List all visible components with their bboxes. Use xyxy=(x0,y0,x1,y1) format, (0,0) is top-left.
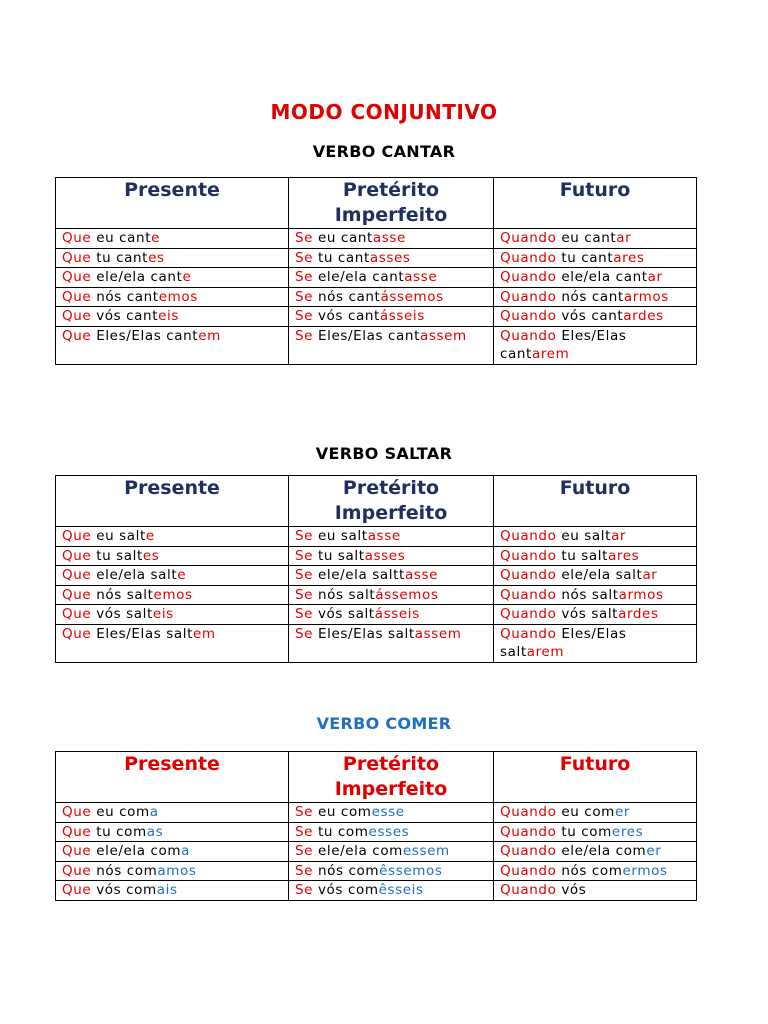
conjugation-cell xyxy=(289,881,494,901)
conjugation-cell xyxy=(289,248,494,268)
verb-ending: asse xyxy=(404,269,438,285)
verb-heading-cantar: VERBO CANTAR xyxy=(312,142,456,161)
table-row xyxy=(56,307,697,327)
conjunction-marker: Quando xyxy=(500,882,557,898)
conjugation-cell xyxy=(289,326,494,364)
verb-ending: êssemos xyxy=(379,862,443,879)
conjugation-cell xyxy=(289,546,494,566)
conjunction-marker: Quando xyxy=(500,586,557,603)
conjugation-cell xyxy=(494,624,697,662)
conjugation-cell xyxy=(494,842,697,862)
verb-ending: ar xyxy=(611,528,627,544)
conjunction-marker: Que xyxy=(62,308,92,324)
conjunction-marker: Que xyxy=(62,567,92,583)
table-row xyxy=(56,842,697,862)
verb-ending: ares xyxy=(613,249,645,266)
table-row xyxy=(56,605,697,625)
conjugation-cell xyxy=(494,822,697,842)
conjugation-cell xyxy=(56,861,289,881)
verb-ending: er xyxy=(646,843,662,859)
verb-stem: nós salt xyxy=(91,586,154,603)
verb-ending: ássemos xyxy=(375,586,439,603)
verb-ending: ermos xyxy=(622,862,668,879)
verb-stem: Eles/Elas salt xyxy=(91,625,193,642)
verb-ending: ásseis xyxy=(374,606,420,622)
verb-ending: asse xyxy=(372,230,406,246)
conjugation-cell xyxy=(289,803,494,823)
verb-heading-saltar: VERBO SALTAR xyxy=(315,444,453,463)
verb-stem: vós cant xyxy=(313,308,380,324)
column-header: Pretérito Imperfeito xyxy=(289,178,494,229)
verb-stem: Eles/Elas cant xyxy=(313,327,420,344)
conjunction-marker: Se xyxy=(295,567,314,583)
conjugation-cell xyxy=(289,861,494,881)
verb-ending: armos xyxy=(623,288,669,305)
conjugation-table-saltar xyxy=(55,475,697,663)
table-row xyxy=(56,546,697,566)
verb-stem: eu salt xyxy=(91,528,146,544)
table-row xyxy=(56,248,697,268)
table-row xyxy=(56,624,697,662)
conjugation-cell xyxy=(56,326,289,364)
verb-stem: vós salt xyxy=(313,606,375,622)
conjugation-cell xyxy=(494,803,697,823)
verb-stem: ele/ela salt xyxy=(91,567,178,583)
conjunction-marker: Que xyxy=(62,823,92,840)
table-header-row xyxy=(56,752,697,803)
verb-ending: asse xyxy=(367,528,401,544)
conjunction-marker: Que xyxy=(62,625,92,642)
verb-stem: vós com xyxy=(313,882,379,898)
verb-ending: emos xyxy=(158,288,198,305)
verb-ending: em xyxy=(198,327,221,344)
verb-stem: tu cant xyxy=(91,249,149,266)
conjugation-cell xyxy=(56,881,289,901)
verb-stem: ele/ela com xyxy=(313,843,403,859)
verb-stem: ele/ela com xyxy=(91,843,182,859)
conjugation-cell xyxy=(56,822,289,842)
verb-stem: tu cant xyxy=(313,249,370,266)
conjugation-cell xyxy=(289,268,494,288)
conjugation-cell xyxy=(494,326,697,364)
conjugation-cell xyxy=(56,624,289,662)
table-row xyxy=(56,326,697,364)
verb-ending: a xyxy=(149,804,159,820)
verb-ending: ares xyxy=(608,547,640,564)
conjunction-marker: Que xyxy=(62,230,92,246)
conjunction-marker: Se xyxy=(295,606,314,622)
conjugation-cell xyxy=(56,268,289,288)
column-header: Presente xyxy=(56,178,289,229)
conjugation-cell xyxy=(494,861,697,881)
conjugation-cell xyxy=(494,605,697,625)
verb-stem: ele/ela cant xyxy=(91,269,183,285)
conjugation-cell xyxy=(289,307,494,327)
verb-ending: ais xyxy=(156,882,178,898)
column-header: Futuro xyxy=(494,752,697,803)
conjunction-marker: Que xyxy=(62,606,92,622)
conjunction-marker: Quando xyxy=(500,249,557,266)
verb-ending: arem xyxy=(526,644,565,660)
verb-stem: tu salt xyxy=(313,547,365,564)
column-header: Pretérito Imperfeito xyxy=(289,752,494,803)
conjunction-marker: Quando xyxy=(500,804,557,820)
verb-stem: tu salt xyxy=(91,547,143,564)
verb-ending: asse xyxy=(404,567,438,583)
conjugation-cell xyxy=(56,566,289,586)
conjunction-marker: Se xyxy=(295,882,314,898)
verb-ending: eis xyxy=(152,606,174,622)
verb-ending: esses xyxy=(368,823,410,840)
conjugation-cell xyxy=(56,605,289,625)
verb-ending: em xyxy=(192,625,216,642)
verb-stem: eu cant xyxy=(556,230,617,246)
verb-stem: nós cant xyxy=(91,288,159,305)
conjunction-marker: Que xyxy=(62,547,92,564)
column-header: Futuro xyxy=(494,178,697,229)
verb-ending: ar xyxy=(642,567,658,583)
conjunction-marker: Se xyxy=(295,249,314,266)
table-row xyxy=(56,822,697,842)
verb-ending: essem xyxy=(402,843,450,859)
conjugation-cell xyxy=(289,287,494,307)
verb-stem: nós salt xyxy=(313,586,376,603)
table-header-row xyxy=(56,178,697,229)
verb-ending: êsseis xyxy=(378,882,424,898)
conjunction-marker: Que xyxy=(62,528,92,544)
verb-ending: e xyxy=(177,567,187,583)
conjugation-cell xyxy=(494,229,697,249)
conjunction-marker: Quando xyxy=(500,625,557,642)
conjunction-marker: Se xyxy=(295,625,314,642)
conjunction-marker: Se xyxy=(295,327,314,344)
verb-ending: es xyxy=(148,249,165,266)
conjunction-marker: Que xyxy=(62,843,92,859)
conjugation-cell xyxy=(494,268,697,288)
conjugation-cell xyxy=(289,527,494,547)
conjugation-cell xyxy=(56,585,289,605)
conjunction-marker: Que xyxy=(62,862,92,879)
conjugation-table-cantar xyxy=(55,177,697,365)
conjunction-marker: Quando xyxy=(500,528,557,544)
conjunction-marker: Que xyxy=(62,327,92,344)
conjugation-cell xyxy=(289,229,494,249)
verb-ending: asses xyxy=(364,547,406,564)
conjunction-marker: Se xyxy=(295,862,314,879)
conjunction-marker: Quando xyxy=(500,327,557,344)
conjunction-marker: Que xyxy=(62,288,92,305)
conjugation-cell xyxy=(494,287,697,307)
verb-stem: ele/ela saltt xyxy=(313,567,405,583)
verb-ending: e xyxy=(145,528,155,544)
conjunction-marker: Quando xyxy=(500,288,557,305)
conjunction-marker: Que xyxy=(62,882,92,898)
conjugation-cell xyxy=(494,248,697,268)
verb-stem: nós com xyxy=(313,862,380,879)
conjunction-marker: Que xyxy=(62,269,92,285)
table-row xyxy=(56,229,697,249)
conjunction-marker: Quando xyxy=(500,547,557,564)
verb-stem: eu salt xyxy=(313,528,368,544)
verb-stem: ele/ela cant xyxy=(556,269,648,285)
verb-stem: vós xyxy=(556,882,587,898)
conjunction-marker: Se xyxy=(295,823,314,840)
verb-stem: eu com xyxy=(313,804,372,820)
table-row xyxy=(56,803,697,823)
conjugation-cell xyxy=(56,287,289,307)
verb-stem: tu com xyxy=(556,823,612,840)
column-header: Presente xyxy=(56,752,289,803)
verb-ending: emos xyxy=(153,586,193,603)
verb-stem: eu com xyxy=(91,804,150,820)
verb-stem: Eles/Elas cant xyxy=(91,327,199,344)
verb-stem: vós cant xyxy=(91,308,159,324)
verb-stem: vós salt xyxy=(91,606,153,622)
verb-ending: eis xyxy=(158,308,179,324)
verb-stem: eu cant xyxy=(313,230,373,246)
conjugation-cell xyxy=(494,566,697,586)
conjugation-cell xyxy=(289,624,494,662)
document-title: MODO CONJUNTIVO xyxy=(270,100,498,124)
column-header: Futuro xyxy=(494,476,697,527)
verb-stem: tu com xyxy=(313,823,369,840)
verb-stem: Eles/Elas salt xyxy=(500,625,632,660)
table-row xyxy=(56,527,697,547)
verb-ending: er xyxy=(614,804,630,820)
verb-ending: assem xyxy=(419,327,467,344)
conjugation-cell xyxy=(56,803,289,823)
conjugation-cell xyxy=(56,248,289,268)
conjunction-marker: Quando xyxy=(500,823,557,840)
verb-stem: vós cant xyxy=(556,308,624,324)
verb-stem: nós com xyxy=(91,862,158,879)
verb-ending: es xyxy=(142,547,160,564)
verb-ending: ássemos xyxy=(380,288,444,305)
verb-ending: ar xyxy=(616,230,632,246)
verb-stem: nós cant xyxy=(313,288,381,305)
conjunction-marker: Quando xyxy=(500,230,557,246)
conjunction-marker: Se xyxy=(295,308,314,324)
conjugation-cell xyxy=(494,881,697,901)
conjunction-marker: Se xyxy=(295,269,314,285)
verb-ending: e xyxy=(182,269,192,285)
conjugation-cell xyxy=(494,546,697,566)
conjunction-marker: Se xyxy=(295,288,314,305)
verb-ending: ardes xyxy=(623,308,664,324)
verb-stem: tu cant xyxy=(556,249,614,266)
conjugation-cell xyxy=(289,605,494,625)
table-row xyxy=(56,566,697,586)
verb-ending: ardes xyxy=(618,606,659,622)
verb-stem: ele/ela salt xyxy=(556,567,643,583)
verb-ending: eres xyxy=(611,823,644,840)
verb-ending: ásseis xyxy=(379,308,425,324)
verb-ending: e xyxy=(151,230,160,246)
conjunction-marker: Se xyxy=(295,586,314,603)
conjugation-cell xyxy=(289,822,494,842)
verb-ending: a xyxy=(181,843,191,859)
verb-stem: vós salt xyxy=(556,606,619,622)
verb-ending: ar xyxy=(647,269,663,285)
conjunction-marker: Quando xyxy=(500,567,557,583)
verb-heading-comer: VERBO COMER xyxy=(316,714,452,733)
verb-stem: ele/ela cant xyxy=(313,269,405,285)
conjunction-marker: Quando xyxy=(500,269,557,285)
table-row xyxy=(56,268,697,288)
conjunction-marker: Quando xyxy=(500,862,557,879)
verb-stem: eu cant xyxy=(91,230,152,246)
conjugation-cell xyxy=(56,842,289,862)
conjunction-marker: Que xyxy=(62,249,92,266)
conjugation-cell xyxy=(289,842,494,862)
conjunction-marker: Se xyxy=(295,804,314,820)
conjugation-cell xyxy=(56,307,289,327)
conjunction-marker: Que xyxy=(62,804,92,820)
conjunction-marker: Se xyxy=(295,547,314,564)
table-header-row xyxy=(56,476,697,527)
verb-stem: Eles/Elas salt xyxy=(313,625,415,642)
conjugation-cell xyxy=(56,229,289,249)
column-header: Pretérito Imperfeito xyxy=(289,476,494,527)
verb-stem: eu salt xyxy=(556,528,612,544)
conjunction-marker: Se xyxy=(295,230,314,246)
conjugation-cell xyxy=(289,566,494,586)
verb-ending: as xyxy=(146,823,164,840)
conjunction-marker: Quando xyxy=(500,843,557,859)
conjugation-table-comer xyxy=(55,751,697,901)
table-row xyxy=(56,881,697,901)
verb-stem: eu com xyxy=(556,804,615,820)
table-row xyxy=(56,585,697,605)
column-header: Presente xyxy=(56,476,289,527)
conjunction-marker: Se xyxy=(295,528,314,544)
verb-stem: nós com xyxy=(556,862,623,879)
verb-stem: vós com xyxy=(91,882,157,898)
verb-stem: Eles/Elas cant xyxy=(500,327,632,362)
conjugation-cell xyxy=(56,527,289,547)
verb-ending: esse xyxy=(371,804,405,820)
conjunction-marker: Quando xyxy=(500,308,557,324)
verb-ending: amos xyxy=(157,862,197,879)
verb-ending: arem xyxy=(531,346,570,362)
conjugation-cell xyxy=(494,307,697,327)
conjunction-marker: Quando xyxy=(500,606,557,622)
conjugation-cell xyxy=(494,527,697,547)
verb-stem: ele/ela com xyxy=(556,843,647,859)
verb-ending: armos xyxy=(618,586,664,603)
verb-ending: asses xyxy=(369,249,411,266)
table-row xyxy=(56,861,697,881)
verb-stem: tu salt xyxy=(556,547,609,564)
conjunction-marker: Que xyxy=(62,586,92,603)
conjunction-marker: Se xyxy=(295,843,314,859)
table-row xyxy=(56,287,697,307)
verb-stem: nós salt xyxy=(556,586,619,603)
conjugation-cell xyxy=(289,585,494,605)
verb-stem: tu com xyxy=(91,823,147,840)
verb-ending: assem xyxy=(414,625,462,642)
conjugation-cell xyxy=(56,546,289,566)
conjugation-cell xyxy=(494,585,697,605)
verb-stem: nós cant xyxy=(556,288,624,305)
